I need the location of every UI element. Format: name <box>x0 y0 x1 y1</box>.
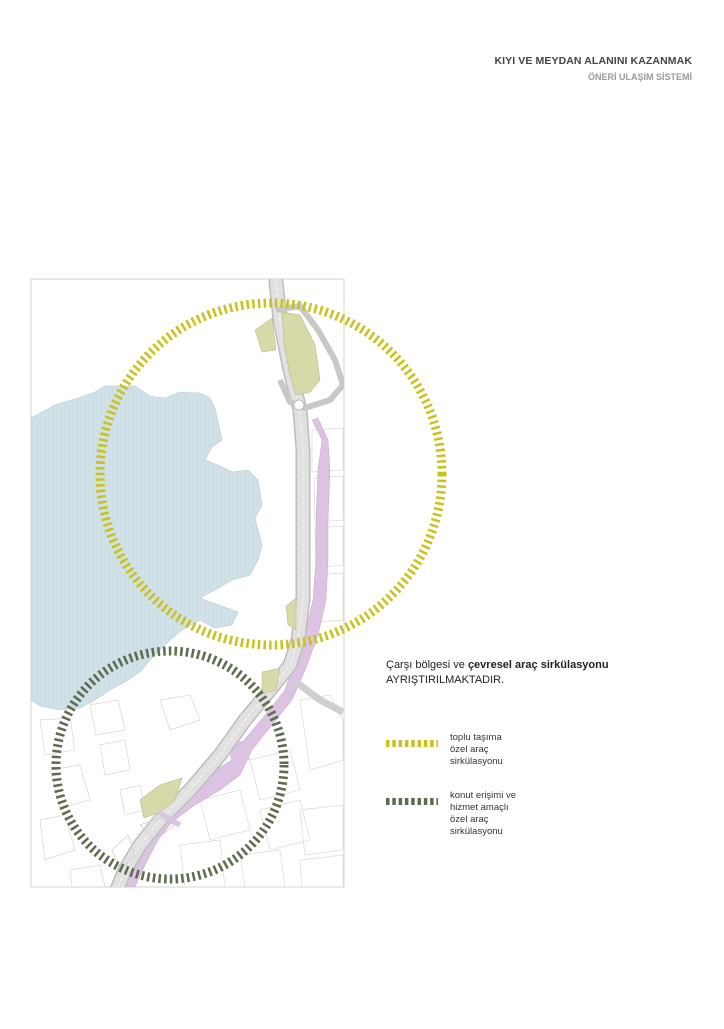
statement-prefix: Çarşı bölgesi ve <box>386 659 468 671</box>
statement-text <box>386 658 646 688</box>
dark-olive-dashed-line-icon <box>386 798 438 805</box>
legend-label: konut erişimi ve hizmet amaçlı özel araç sirkülasyonu <box>450 790 516 837</box>
page-subtitle: ÖNERİ ULAŞIM SİSTEMİ <box>587 72 692 82</box>
north-roundabout <box>294 400 304 410</box>
yellow-dashed-line-icon <box>386 740 438 747</box>
statement-suffix: AYRIŞTIRILMAKTADIR. <box>386 674 505 686</box>
page-title: KIYI VE MEYDAN ALANINI KAZANMAK <box>494 55 692 67</box>
legend-label: toplu taşıma özel araç sirkülasyonu <box>450 732 503 767</box>
statement-emphasis: çevresel araç sirkülasyonu <box>467 659 609 671</box>
